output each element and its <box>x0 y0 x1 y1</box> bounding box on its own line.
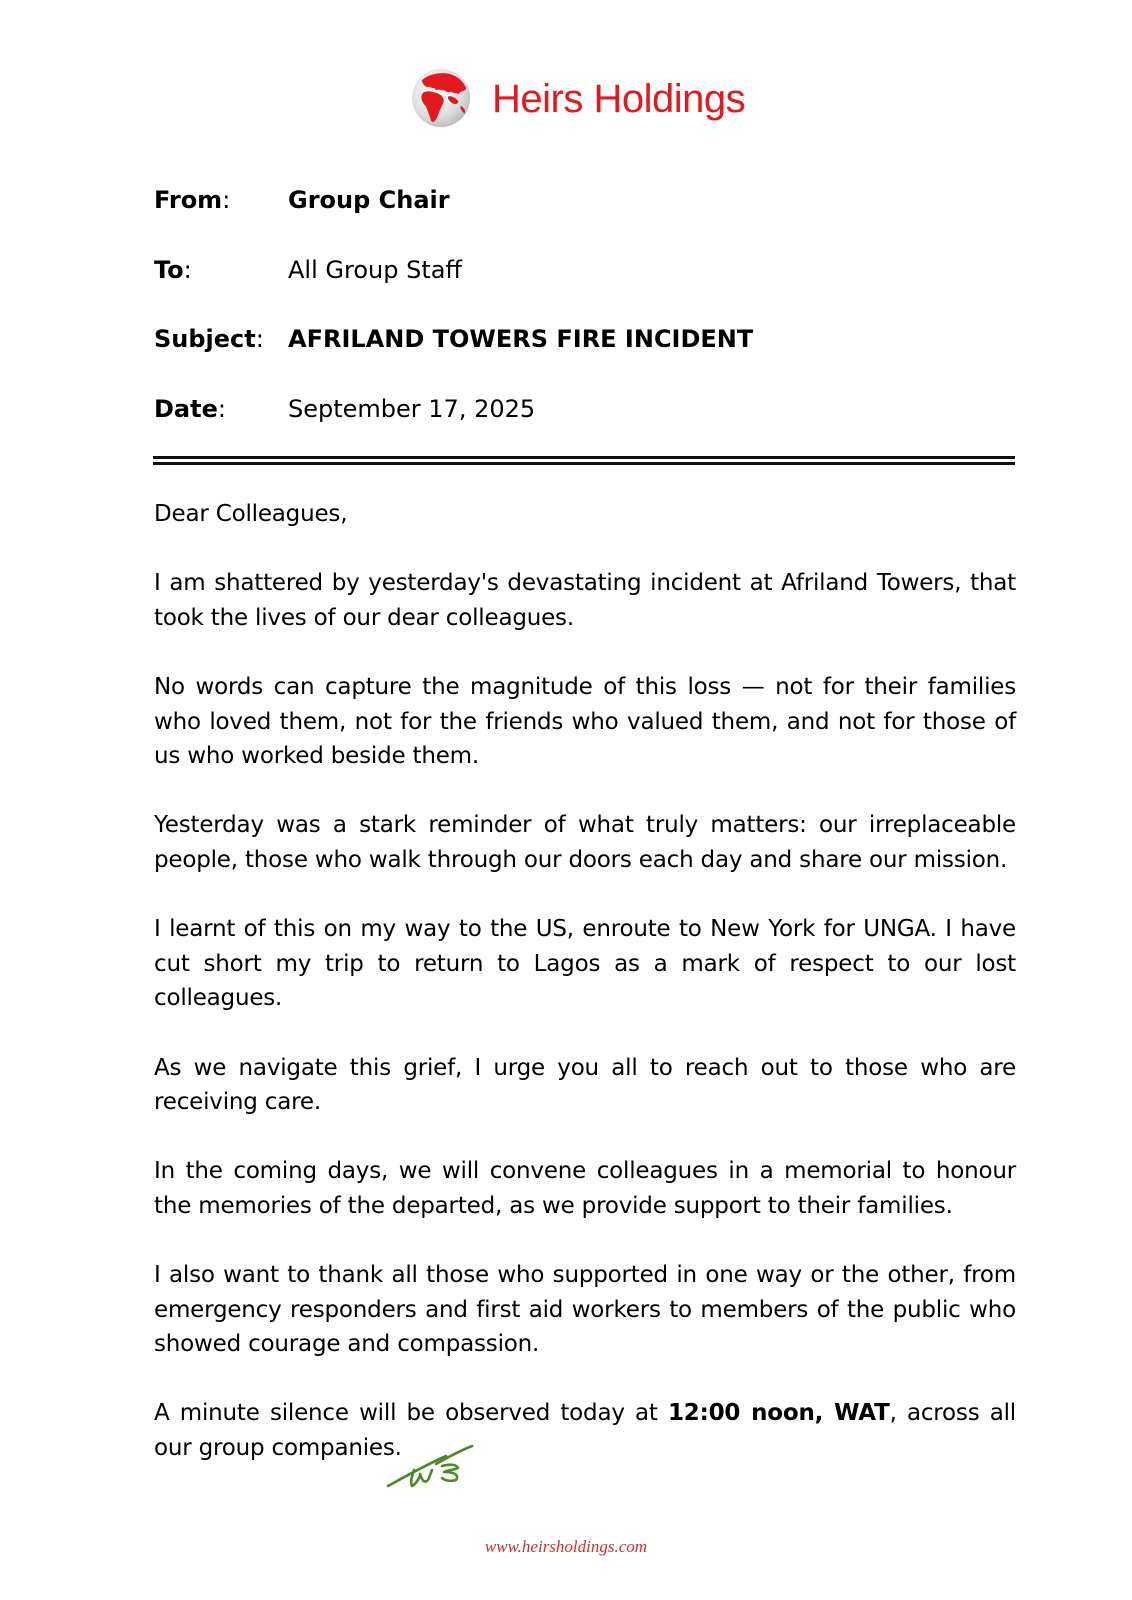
memo-date-row <box>154 395 1016 465</box>
paragraph: Yesterday was a stark reminder of what truly matters: our irreplaceable people, those who walk through our doors each day and share our mission. <box>154 812 1016 873</box>
double-divider <box>153 456 1015 465</box>
subject-value: AFRILAND TOWERS FIRE INCIDENT <box>288 325 754 353</box>
letter-body <box>154 497 1016 1466</box>
subject-label: Subject: <box>154 325 264 353</box>
paragraph: No words can capture the magnitude of this loss — not for their families who loved them, not for the friends who valued them, and not for those of us who worked beside them. <box>154 673 1016 770</box>
globe-icon <box>410 67 472 129</box>
memo-from-row <box>154 186 1016 256</box>
paragraph: In the coming days, we will convene colleagues in a memorial to honour the memories of the departed, as we provide support to their families. <box>154 1158 1016 1219</box>
from-label: From: <box>154 186 231 214</box>
memo-subject-row <box>154 325 1016 395</box>
date-label: Date: <box>154 394 226 423</box>
to-value: All Group Staff <box>288 255 462 284</box>
paragraph: I also want to thank all those who supported in one way or the other, from emergency responders and first aid workers to members of the public who showed courage and compassion. <box>154 1262 1016 1358</box>
memo-header <box>154 186 1016 464</box>
signature-icon <box>384 1442 479 1492</box>
website-link[interactable]: www.heirsholdings.com <box>484 1537 648 1556</box>
silence-time: 12:00 noon, WAT <box>667 1400 890 1427</box>
paragraph: I am shattered by yesterday's devastating incident at Afriland Towers, that took the lives of our dear colleagues. <box>154 570 1016 631</box>
salutation: Dear Colleagues, <box>154 501 348 527</box>
from-value: Group Chair <box>288 186 450 214</box>
company-logo <box>410 66 745 130</box>
to-label: To: <box>154 255 192 284</box>
paragraph: As we navigate this grief, I urge you all to reach out to those who are receiving care. <box>154 1054 1016 1116</box>
brand-name: Heirs Holdings <box>492 77 746 121</box>
paragraph: I learnt of this on my way to the US, enroute to New York for UNGA. I have cut short my trip to return to Lagos as a mark of respect to our lost colleagues. <box>154 916 1016 1012</box>
memo-to-row <box>154 256 1016 326</box>
date-value: September 17, 2025 <box>288 394 536 423</box>
closing-paragraph: A minute silence will be observed today at 12:00 noon, WAT, across all our group companies. <box>154 1400 1016 1462</box>
